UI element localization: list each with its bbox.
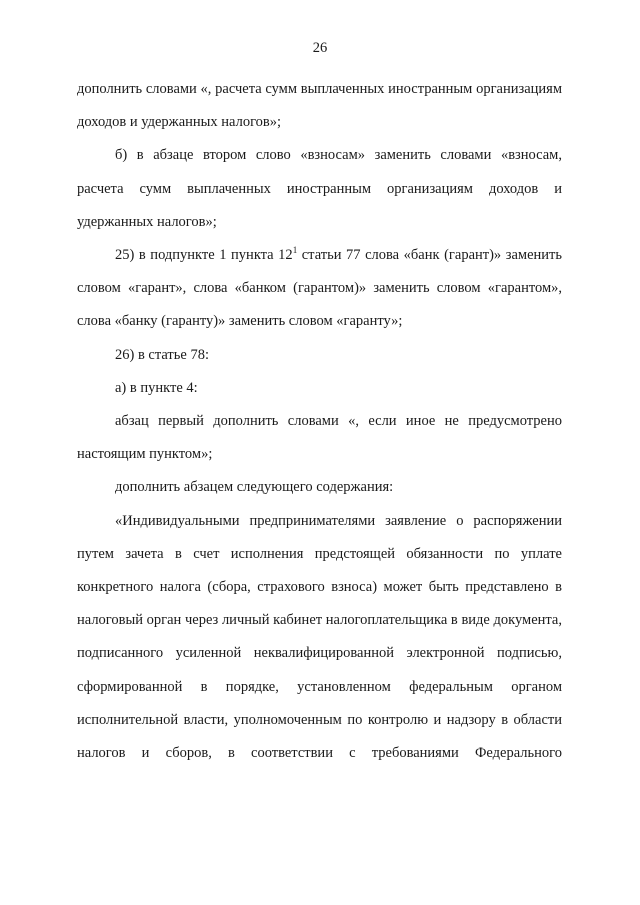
item-25-text-after: статьи 77 слова «банк (гарант)» заменить словом «гарант», слова «банком (гарантом)» заменить словом «гарантом», слова «банку (гаранту)» заменить словом «гаранту»; xyxy=(77,247,562,330)
paragraph-first-abzac: абзац первый дополнить словами «, если иное не предусмотрено настоящим пунктом»; xyxy=(77,413,562,463)
paragraph-item-b: б) в абзаце втором слово «взносам» заменить словами «взносам, расчета сумм выплаченных иностранным организациям доходов и удержанных налогов»; xyxy=(77,147,562,230)
page-number: 26 xyxy=(312,40,328,56)
paragraph-item-25 xyxy=(77,239,562,339)
item-25-text-before: 25) в подпункте 1 пункта 12 xyxy=(115,247,293,264)
paragraph-quoted-text: «Индивидуальными предпринимателями заявление о распоряжении путем зачета в счет исполнения предстоящей обязанности по уплате конкретного налога (сбора, страхового взноса) может быть представлено в налоговый орган через личный кабинет налогоплательщика в виде документа, подписанного усиленной неквалифицированной электронной подписью, сформированной в порядке, установленном федеральным органом исполнительной власти, уполномоченным по контролю и надзору в области налогов и сборов, в соответствии с требованиями Федерального xyxy=(77,512,562,762)
superscript-marker: 1 xyxy=(292,245,298,256)
paragraph-item-a: а) в пункте 4: xyxy=(115,379,198,396)
paragraph-add-abzac: дополнить абзацем следующего содержания: xyxy=(115,479,394,496)
paragraph-addition-text: дополнить словами «, расчета сумм выплаченных иностранным организациям доходов и удержанных налогов»; xyxy=(77,81,562,131)
paragraph-item-26: 26) в статье 78: xyxy=(115,346,209,363)
document-body xyxy=(77,73,562,770)
